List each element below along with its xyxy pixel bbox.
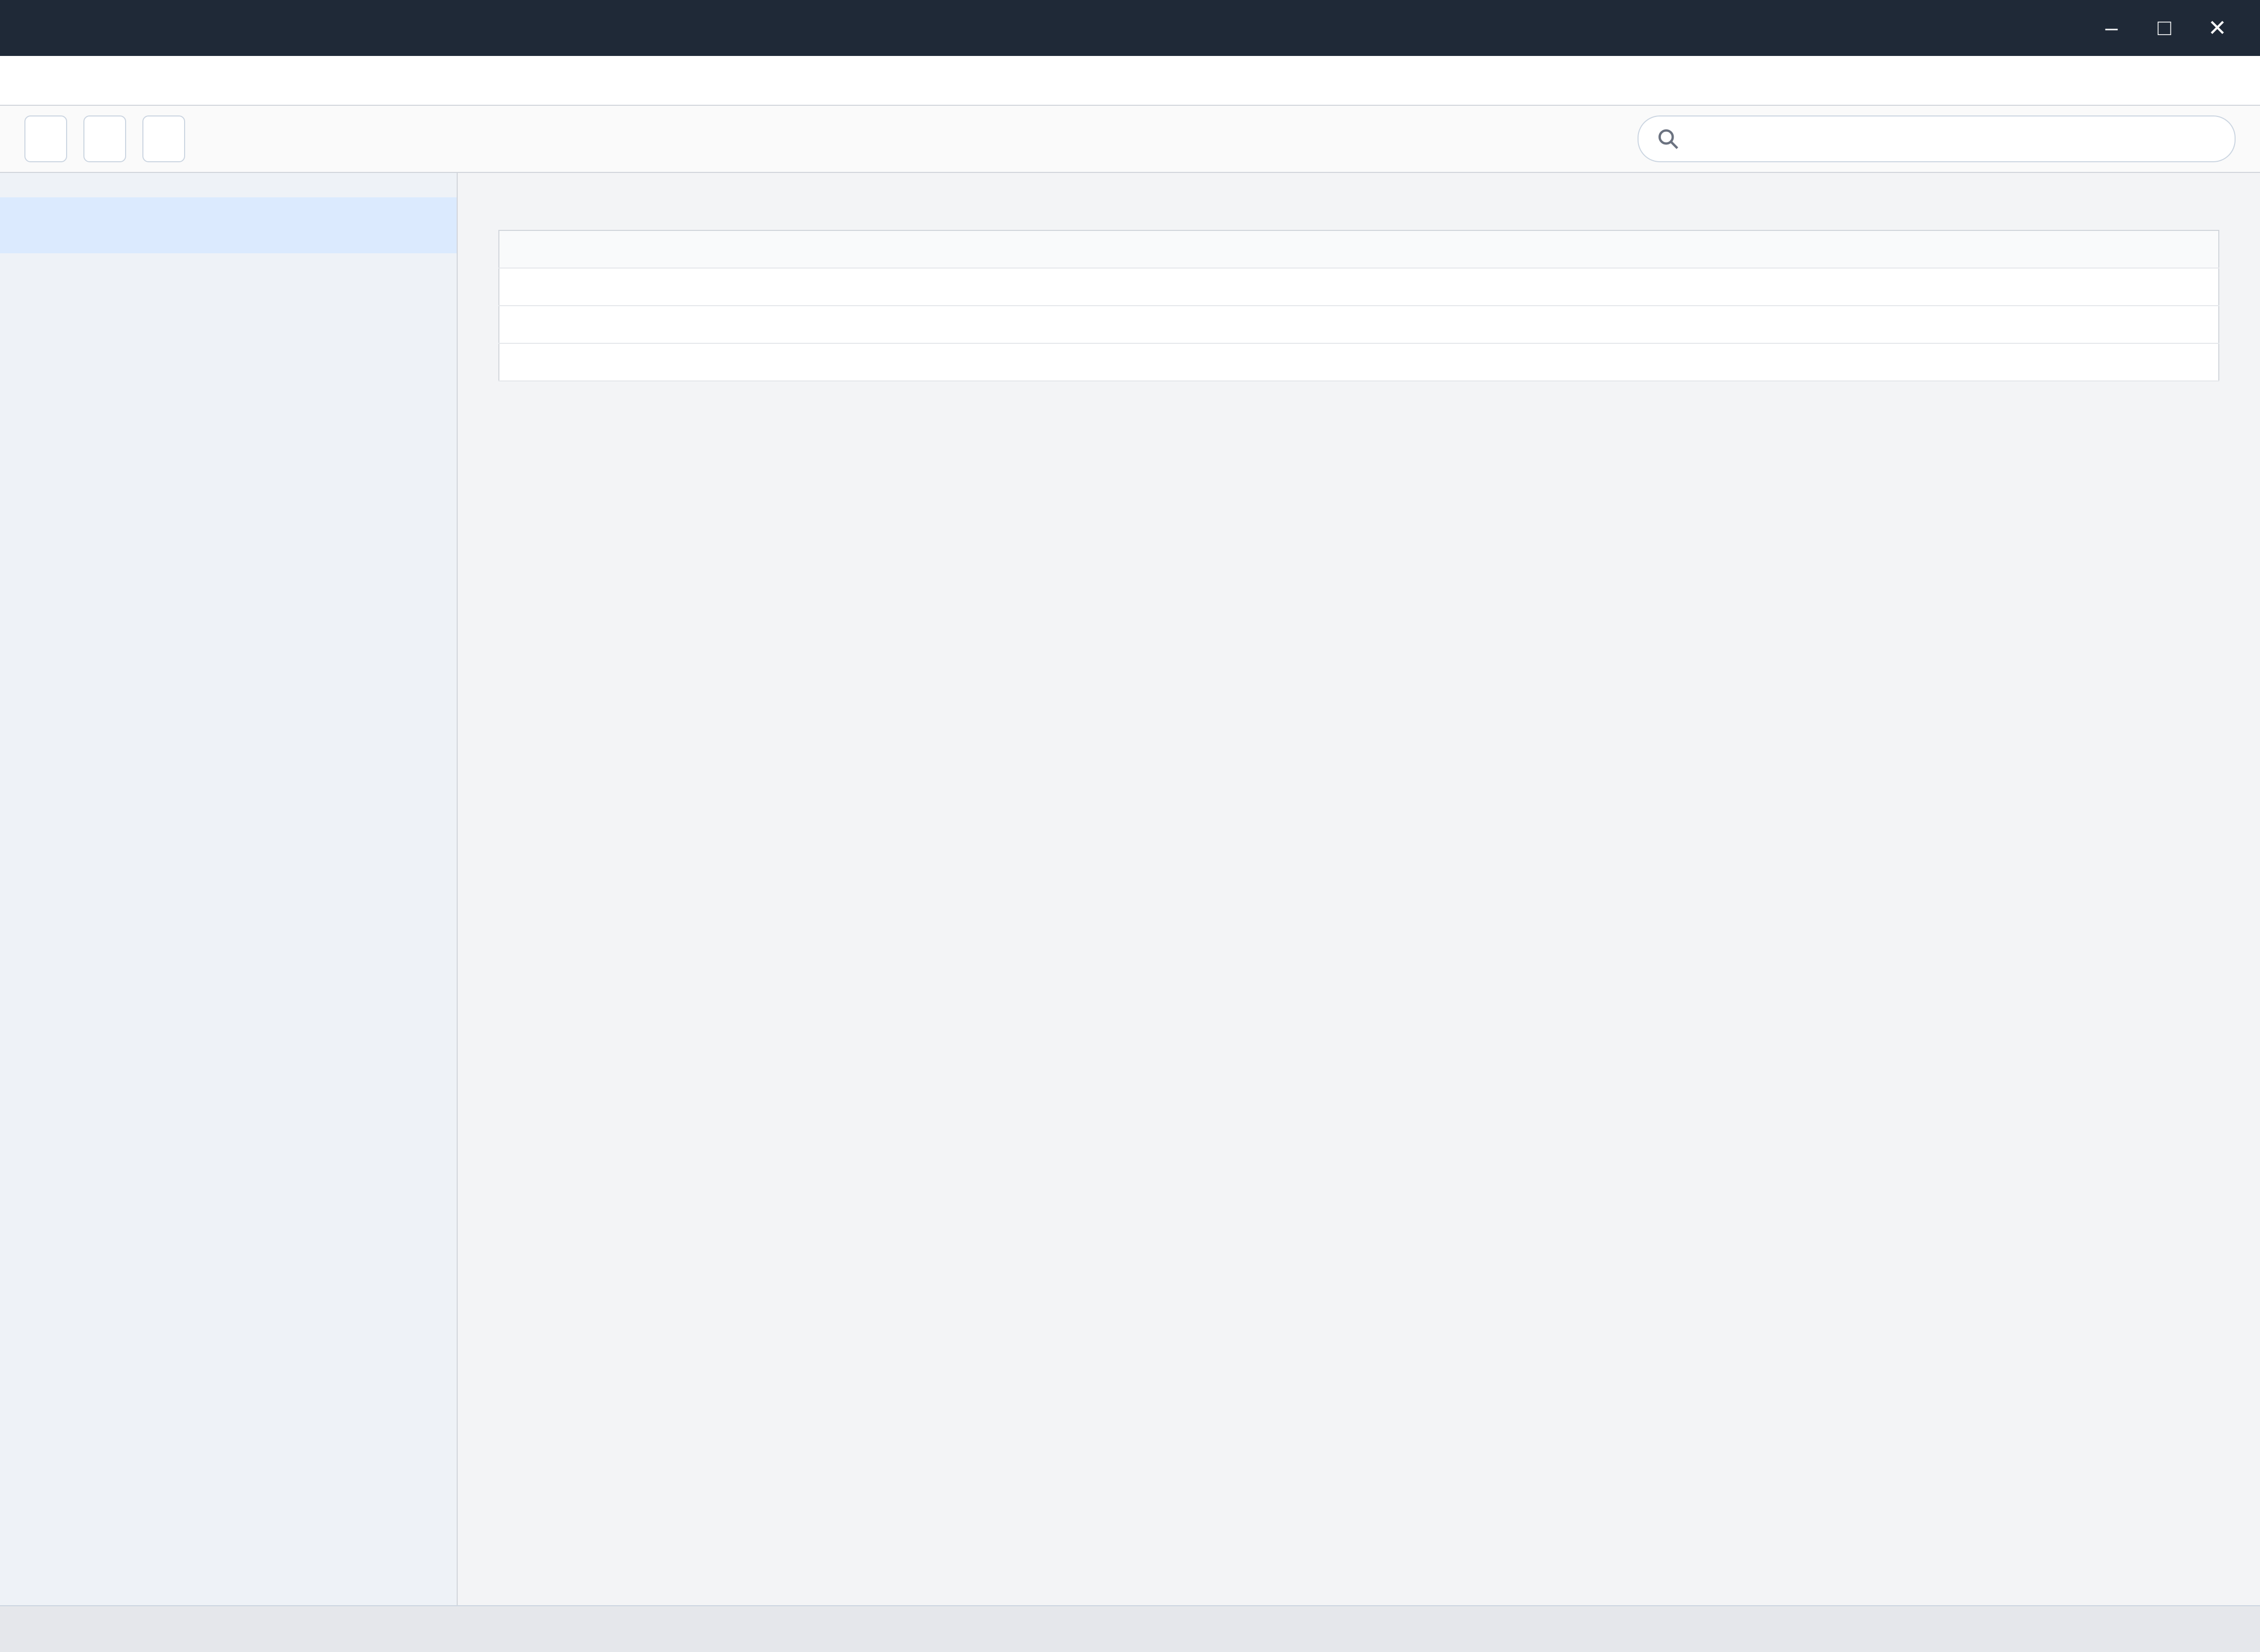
table-cell xyxy=(499,268,932,306)
table-cell xyxy=(1359,268,1786,306)
table-row[interactable] xyxy=(499,268,2219,306)
search-input[interactable] xyxy=(1691,127,2216,151)
sidebar-item[interactable] xyxy=(0,309,457,365)
table-cell xyxy=(1786,343,2219,381)
minimize-icon[interactable]: – xyxy=(2105,15,2118,40)
column-header[interactable] xyxy=(499,230,932,268)
table-header-row xyxy=(499,230,2219,268)
content-area xyxy=(0,173,2260,1605)
sidebar-item[interactable] xyxy=(0,365,457,421)
search-icon xyxy=(1657,128,1679,150)
table-cell xyxy=(1359,306,1786,343)
sidebar-item[interactable] xyxy=(0,477,457,533)
table-cell xyxy=(1359,343,1786,381)
sidebar-item[interactable] xyxy=(0,421,457,477)
table-cell xyxy=(499,343,932,381)
table-cell xyxy=(499,306,932,343)
table-cell xyxy=(932,306,1359,343)
main-panel xyxy=(458,173,2260,1605)
status-bar xyxy=(0,1605,2260,1652)
table-cell xyxy=(932,268,1359,306)
close-icon[interactable]: ✕ xyxy=(2208,15,2227,41)
menu-bar xyxy=(0,56,2260,106)
toolbar-button[interactable] xyxy=(83,115,126,162)
column-header[interactable] xyxy=(1786,230,2219,268)
table-row[interactable] xyxy=(499,306,2219,343)
column-header[interactable] xyxy=(1359,230,1786,268)
search-box xyxy=(1638,115,2236,162)
toolbar xyxy=(0,106,2260,173)
title-bar xyxy=(0,0,2260,56)
table-cell xyxy=(1786,268,2219,306)
column-header[interactable] xyxy=(932,230,1359,268)
table-cell xyxy=(932,343,1359,381)
sidebar-item[interactable] xyxy=(0,253,457,309)
maximize-icon[interactable]: □ xyxy=(2157,15,2172,40)
toolbar-button[interactable] xyxy=(24,115,67,162)
toolbar-button[interactable] xyxy=(142,115,185,162)
sidebar xyxy=(0,173,458,1605)
table-row[interactable] xyxy=(499,343,2219,381)
data-table xyxy=(498,230,2219,381)
table-cell xyxy=(1786,306,2219,343)
sidebar-item[interactable] xyxy=(0,197,457,253)
